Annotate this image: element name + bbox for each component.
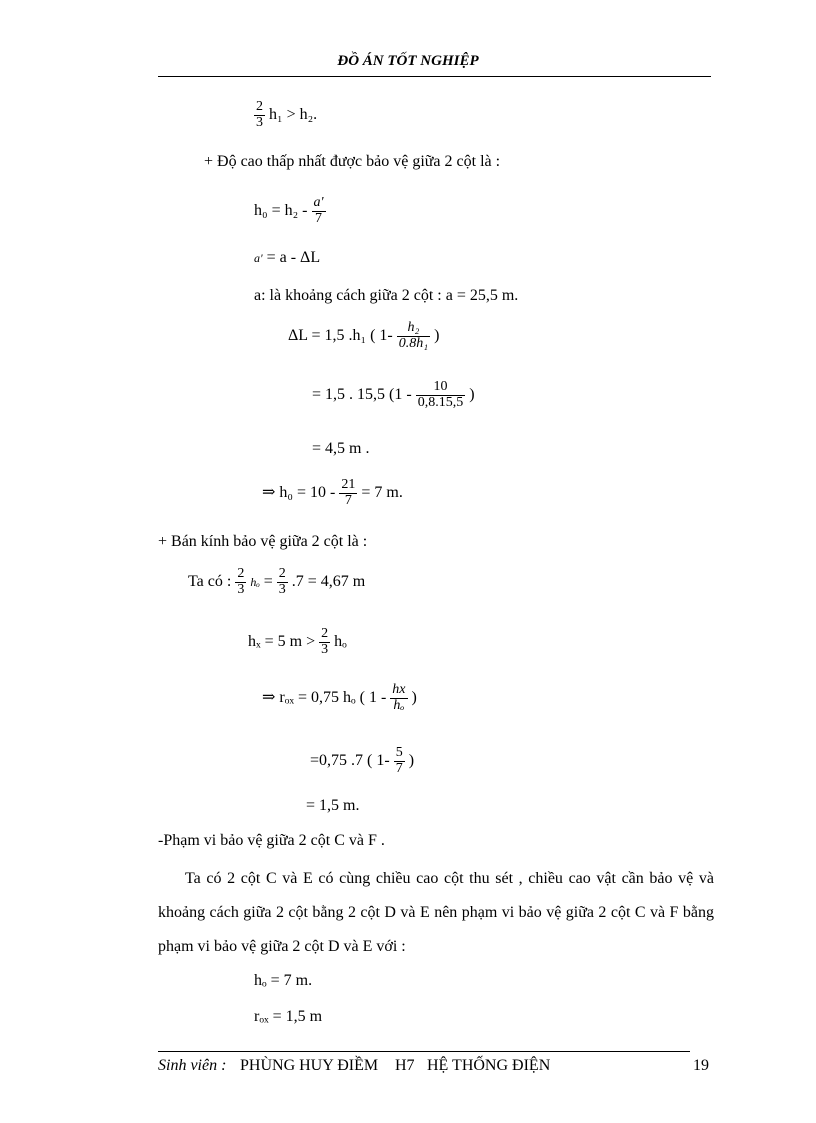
formula-text: = 1,5 . 15,5 (1 - [312, 385, 412, 403]
fraction: $\frac{10}{0,8.15,5}$ [417, 379, 464, 410]
formula-text: ) [411, 688, 417, 706]
heading-lowest-height: + Độ cao thấp nhất được bảo vệ giữa 2 cột là : [204, 153, 501, 170]
formula-delta-l [288, 321, 439, 351]
formula-rox-result: = 1,5 m. [306, 797, 360, 814]
fraction: $\frac{2}{3}$ [278, 566, 286, 597]
formula-text: ) [469, 385, 475, 403]
formula-text: h₀ = h₂ - [254, 201, 308, 219]
header-rule [158, 76, 711, 77]
formula-a-prime [254, 249, 320, 267]
formula-delta-l-result: = 4,5 m . [312, 440, 370, 457]
formula-text: .7 = 4,67 m [291, 572, 366, 590]
formula-text: ) [408, 751, 415, 769]
fraction-two-thirds: $\frac{2}{3}$ [256, 99, 263, 130]
formula-text: = a - ΔL [266, 249, 321, 266]
formula-text: ΔL = 1,5 .h₁ ( 1- [288, 326, 393, 344]
footer-student-name: PHÙNG HUY ĐIỀM [240, 1057, 379, 1074]
formula-text: = 7 m. [361, 483, 403, 501]
formula-rox-substitution [310, 746, 414, 776]
formula-text: ⇒ h₀ = 10 - [262, 483, 336, 501]
footer-class: H7 [395, 1057, 415, 1074]
definition-a: a: là khoảng cách giữa 2 cột : a = 25,5 m. [254, 287, 519, 304]
fraction: $\frac{21}{7}$ [341, 477, 356, 508]
result-ho: hₒ = 7 m. [254, 972, 313, 989]
formula-h0 [254, 196, 326, 226]
formula-text: hₒ [334, 632, 347, 650]
footer-rule [158, 1051, 690, 1052]
page-number: 19 [693, 1057, 709, 1074]
formula-rox [262, 683, 417, 713]
formula-text: ⇒ rₒₓ = 0,75 hₒ ( 1 - [262, 688, 387, 706]
fraction-two-thirds: $\frac{2}{3}$ [321, 626, 329, 657]
formula-text: =0,75 .7 ( 1- [310, 751, 390, 769]
formula-delta-l-substitution [312, 380, 475, 410]
result-rox: rₒₓ = 1,5 m [254, 1008, 323, 1025]
formula-hx [248, 627, 347, 657]
fraction: $\frac{5}{7}$ [395, 745, 403, 776]
formula-text: h₁ > h₂. [269, 105, 318, 123]
formula-text: ) [434, 326, 440, 344]
formula-text: hₒ [250, 574, 260, 589]
page-header-title: ĐỒ ÁN TỐT NGHIỆP [337, 53, 479, 69]
formula-line-1 [254, 100, 317, 130]
fraction: $\frac{\text{h₂}}{\text{0.8h₁}}$ [398, 320, 429, 351]
footer-department: HỆ THỐNG ĐIỆN [427, 1057, 551, 1074]
a-prime-symbol: a' [254, 251, 263, 265]
formula-text: = [263, 572, 273, 590]
formula-ta-co [188, 567, 365, 597]
formula-h0-result [262, 478, 403, 508]
formula-text: hₓ = 5 m > [248, 632, 316, 650]
heading-protection-radius: + Bán kính bảo vệ giữa 2 cột là : [158, 533, 368, 550]
fraction: $\frac{a'}{7}$ [313, 195, 324, 226]
body-paragraph: Ta có 2 cột C và E có cùng chiều cao cột thu sét , chiều cao vật cần bảo vệ và khoảng cách giữa 2 cột bằng 2 cột D và E nên phạm vi bảo vệ giữa 2 cột C và F bằng phạm vi bảo vệ giữa 2 cột D và E với : [158, 870, 714, 955]
formula-text: Ta có : [188, 572, 232, 590]
section-cf-heading: -Phạm vi bảo vệ giữa 2 cột C và F . [158, 832, 385, 849]
fraction: $\frac{hx}{\text{hₒ}}$ [392, 682, 406, 713]
footer-label: Sinh viên : [158, 1057, 227, 1074]
fraction: $\frac{2}{3}$ [237, 566, 245, 597]
